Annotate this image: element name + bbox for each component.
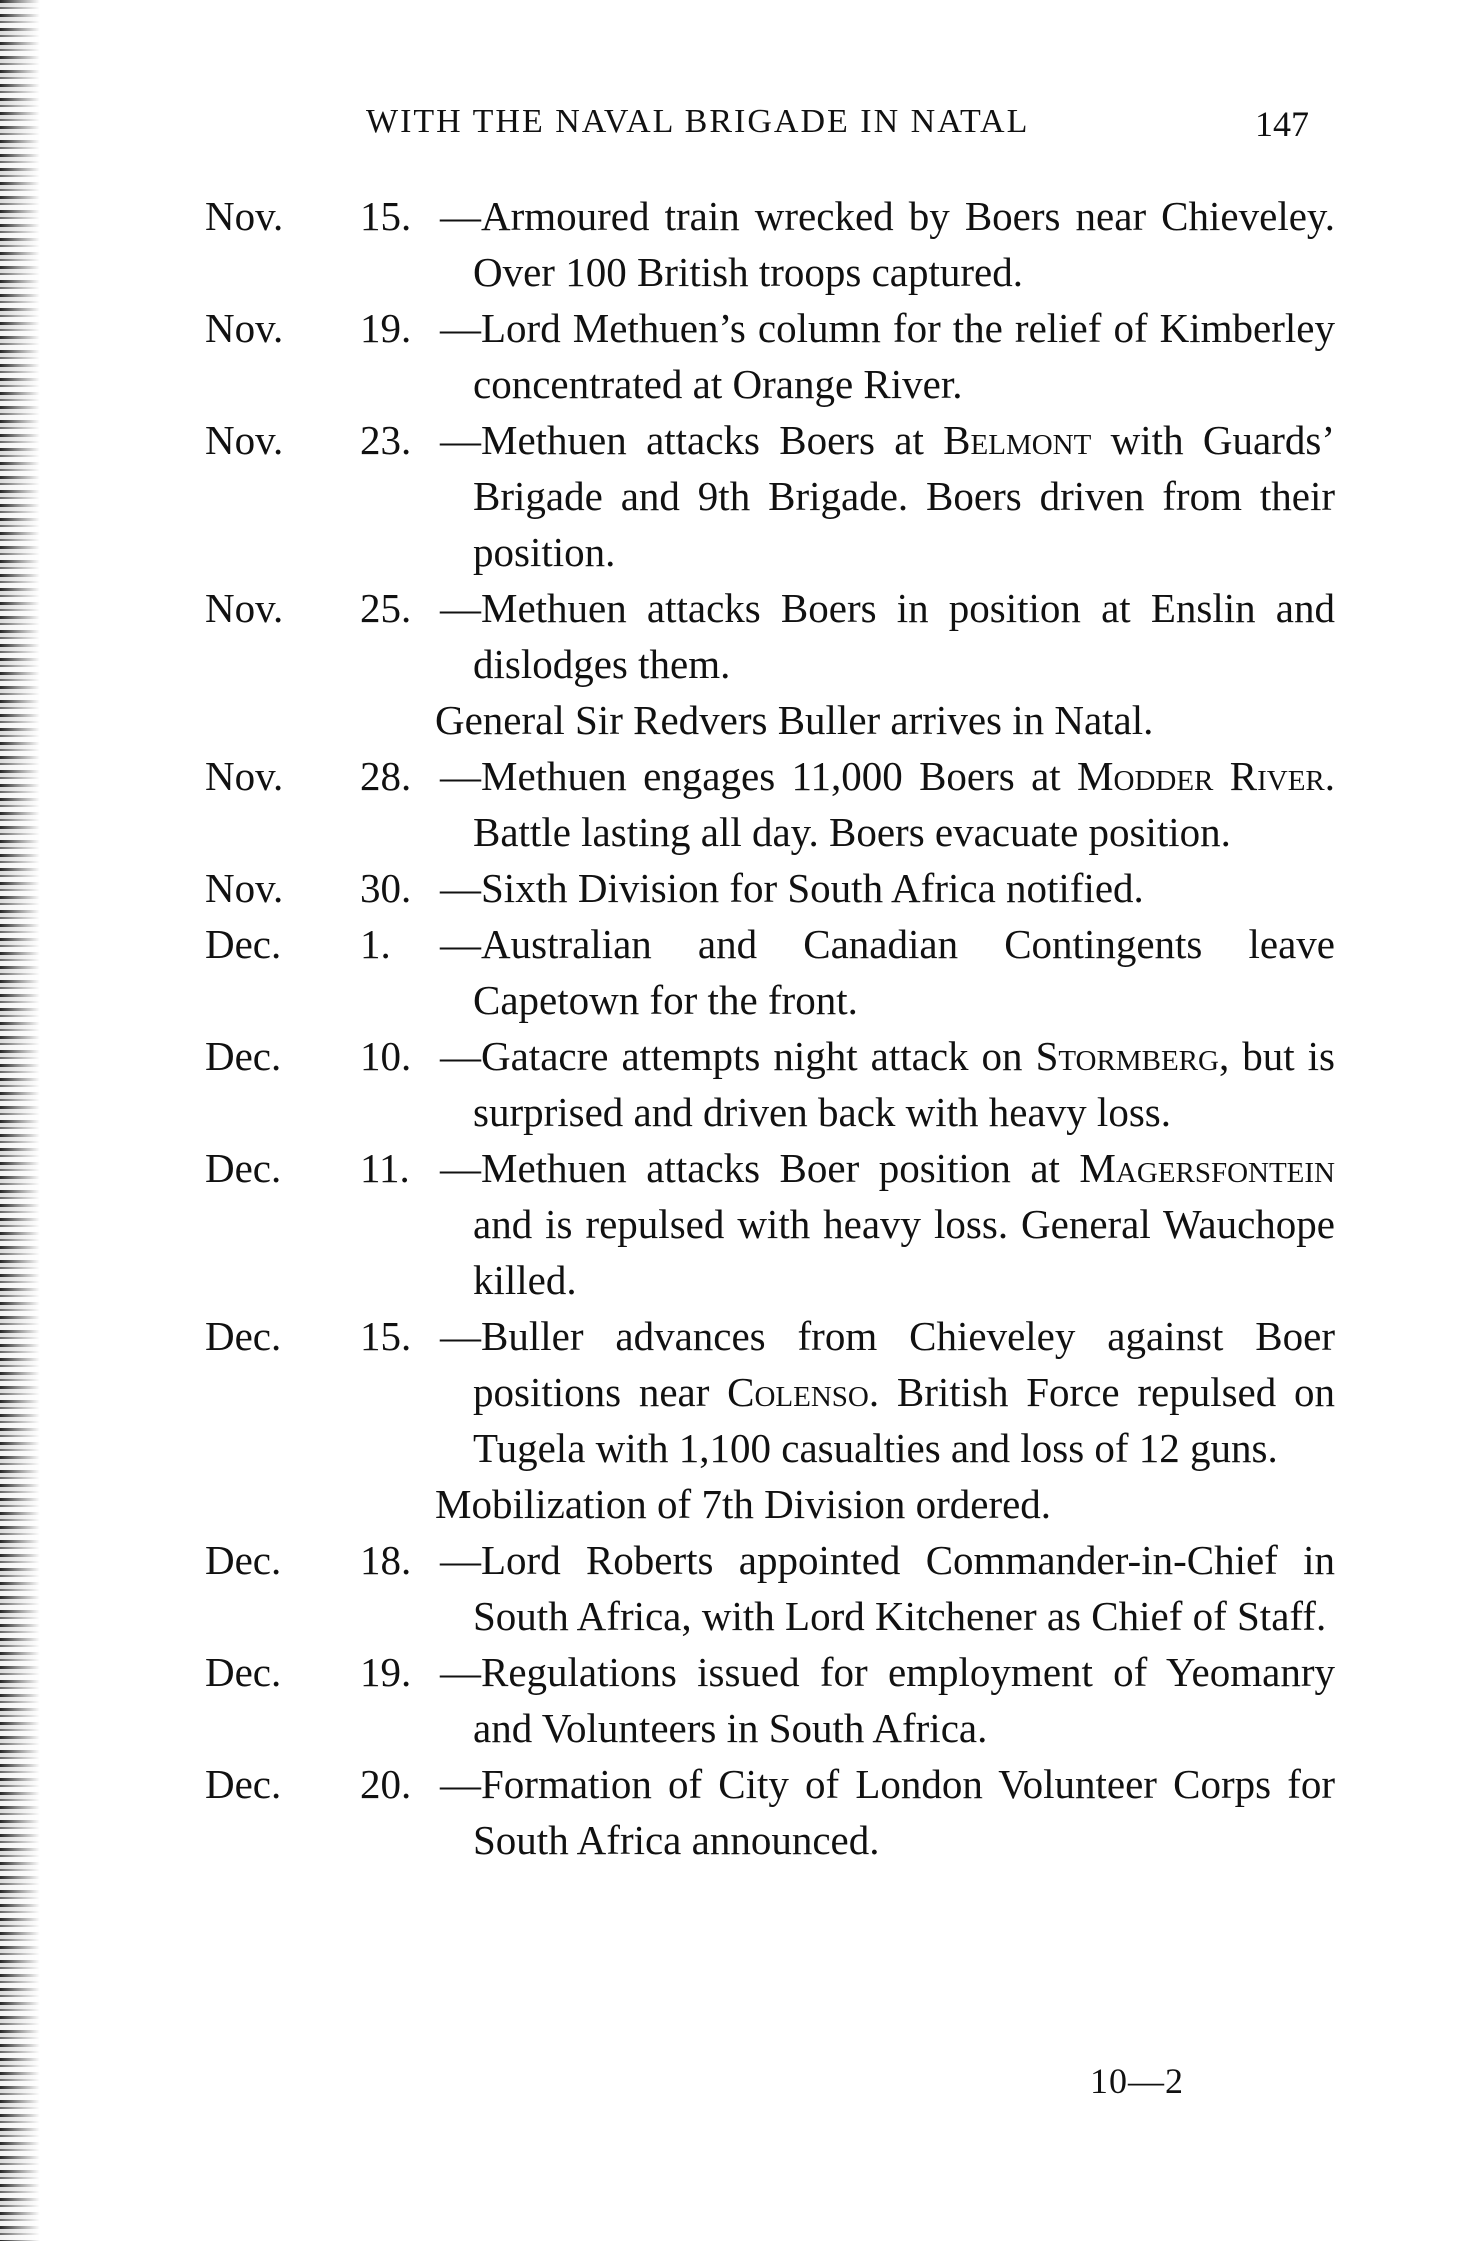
entry-day: 1.: [360, 921, 391, 967]
entry-day: 25.: [360, 585, 412, 631]
entry-place-name: Belmont: [943, 417, 1092, 463]
entry-day: 23.: [360, 417, 412, 463]
entry-month: Dec.: [205, 1145, 282, 1191]
signature-mark: 10—2: [1090, 2061, 1184, 2101]
entry-day: 19.: [360, 305, 412, 351]
chronology-note: General Sir Redvers Buller arrives in Natal.: [435, 697, 1154, 743]
entry-month: Dec.: [205, 921, 282, 967]
entry-text: . British Force repulsed on Tugela with 1,100 casualties and loss of 12 guns.: [473, 1369, 1335, 1471]
entry-month: Nov.: [205, 585, 284, 631]
chronology-entry: [205, 300, 1335, 412]
chronology-entry: [205, 1028, 1335, 1140]
chronology-entry: [205, 188, 1335, 300]
entry-place-name: Modder River: [1077, 753, 1325, 799]
entry-text: —Australian and Canadian Contingents leave Capetown for the front.: [440, 921, 1335, 1023]
entry-day: 20.: [360, 1761, 412, 1807]
chronology-note: Mobilization of 7th Division ordered.: [435, 1481, 1052, 1527]
entry-day: 10.: [360, 1033, 412, 1079]
entry-place-name: Stormberg: [1035, 1033, 1219, 1079]
entry-text: —Regulations issued for employment of Yeomanry and Volunteers in South Africa.: [440, 1649, 1335, 1751]
entry-day: 15.: [360, 193, 412, 239]
entry-text: —Methuen attacks Boers in position at Enslin and dislodges them.: [440, 585, 1335, 687]
entry-month: Dec.: [205, 1033, 282, 1079]
entry-month: Nov.: [205, 865, 284, 911]
entry-month: Nov.: [205, 417, 284, 463]
entry-text: . Battle lasting all day. Boers evacuate position.: [473, 753, 1335, 855]
chronology-list: [205, 188, 1335, 1868]
scanned-binding-edge: [0, 0, 40, 2241]
entry-text: , but is surprised and driven back with heavy loss.: [473, 1033, 1335, 1135]
chronology-entry: [205, 1756, 1335, 1868]
page-number: 147: [1255, 104, 1309, 144]
entry-text: —Lord Roberts appointed Commander-in-Chief in South Africa, with Lord Kitchener as Chief of Staff.: [440, 1537, 1335, 1639]
entry-day: 30.: [360, 865, 412, 911]
entry-text: —Methuen engages 11,000 Boers at: [440, 753, 1078, 799]
entry-month: Nov.: [205, 305, 284, 351]
chronology-entry: [205, 916, 1335, 1028]
entry-place-name: Colenso: [727, 1369, 869, 1415]
entry-text: —Gatacre attempts night attack on: [440, 1033, 1036, 1079]
entry-text: —Buller advances from Chieveley against Boer positions near: [440, 1313, 1335, 1415]
entry-text: and is repulsed with heavy loss. General Wauchope killed.: [473, 1201, 1335, 1303]
chronology-entry: [205, 860, 1335, 916]
entry-text: —Methuen attacks Boers at: [440, 417, 944, 463]
chronology-entry: [205, 748, 1335, 860]
entry-month: Dec.: [205, 1761, 282, 1807]
entry-month: Dec.: [205, 1313, 282, 1359]
entry-text: —Methuen attacks Boer position at: [440, 1145, 1080, 1191]
entry-day: 18.: [360, 1537, 412, 1583]
entry-day: 19.: [360, 1649, 412, 1695]
entry-month: Dec.: [205, 1537, 282, 1583]
entry-text: —Lord Methuen’s column for the relief of Kimberley concentrated at Orange River.: [440, 305, 1335, 407]
entry-place-name: Magersfontein: [1079, 1145, 1335, 1191]
chronology-entry: [205, 1140, 1335, 1308]
chronology-entry: [205, 412, 1335, 580]
entry-text: with Guards’ Brigade and 9th Brigade. Boers driven from their position.: [473, 417, 1335, 575]
entry-day: 28.: [360, 753, 412, 799]
entry-day: 15.: [360, 1313, 412, 1359]
chronology-entry: [205, 1644, 1335, 1756]
entry-text: —Armoured train wrecked by Boers near Chieveley. Over 100 British troops captured.: [440, 193, 1335, 295]
chronology-entry: [205, 580, 1335, 692]
entry-month: Nov.: [205, 193, 284, 239]
entry-month: Dec.: [205, 1649, 282, 1695]
chronology-entry: [205, 1532, 1335, 1644]
entry-day: 11.: [360, 1145, 410, 1191]
entry-text: —Formation of City of London Volunteer Corps for South Africa announced.: [440, 1761, 1335, 1863]
chronology-entry: [205, 1308, 1335, 1476]
running-head: WITH THE NAVAL BRIGADE IN NATAL: [366, 103, 1030, 140]
entry-text: —Sixth Division for South Africa notified.: [440, 865, 1144, 911]
entry-month: Nov.: [205, 753, 284, 799]
